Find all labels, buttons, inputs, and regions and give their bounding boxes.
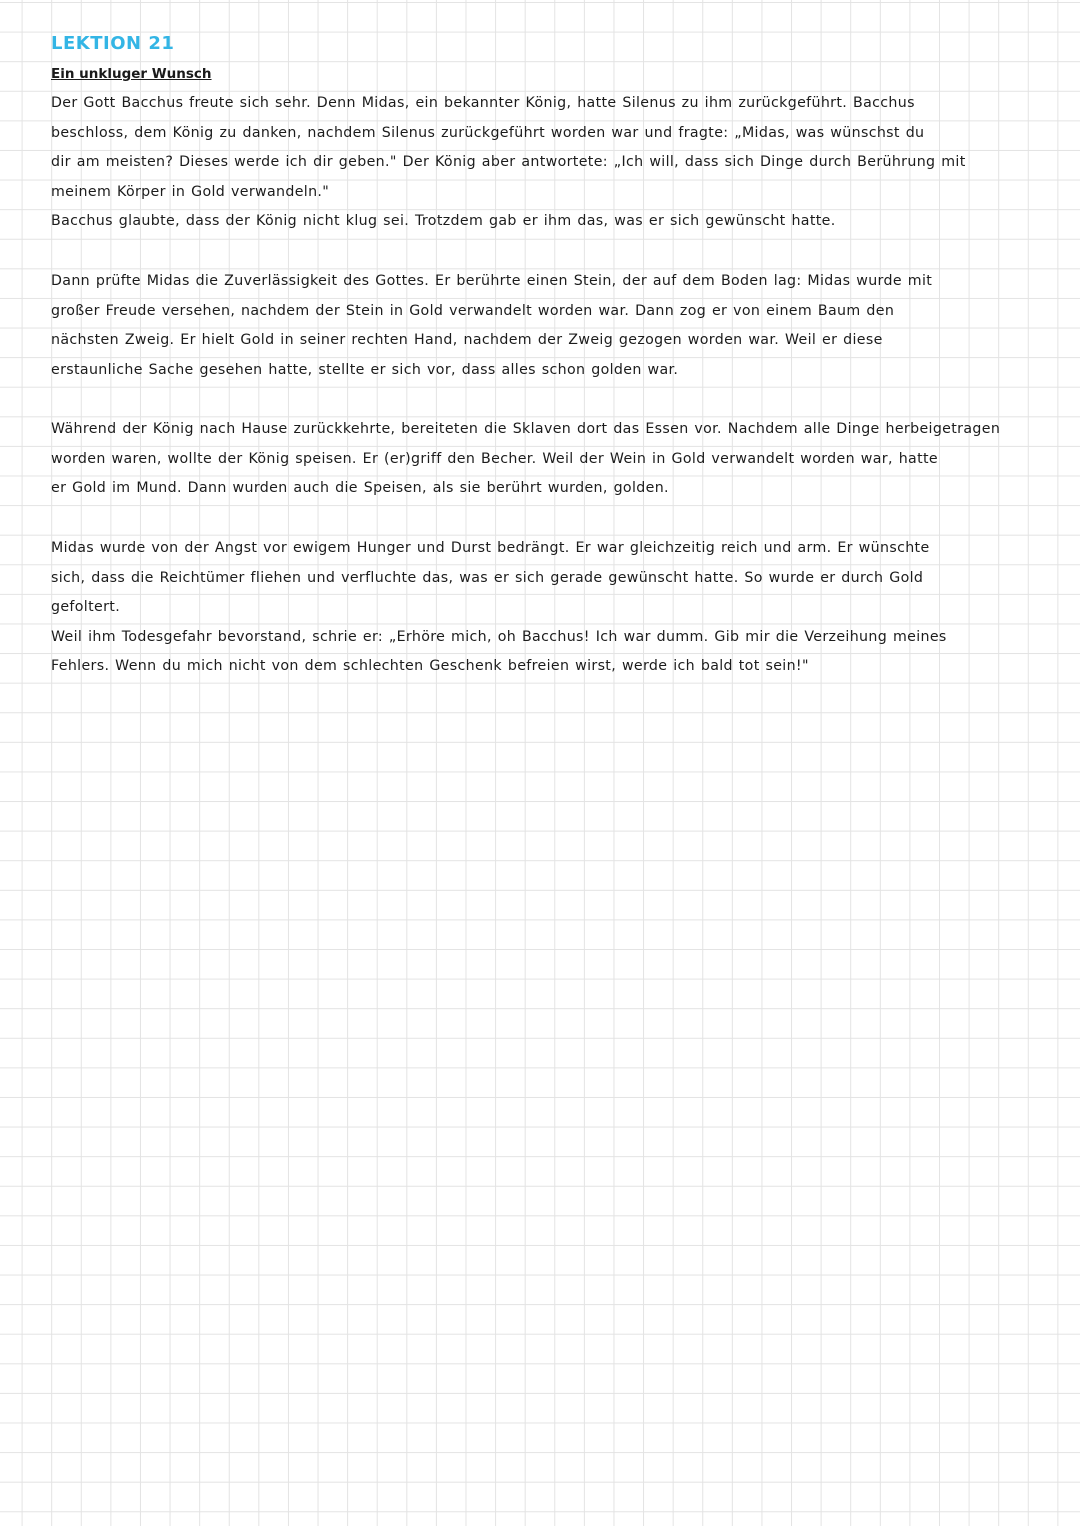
paragraph-3 — [51, 415, 1061, 504]
paragraph-2 — [51, 267, 1061, 385]
text-line: großer Freude versehen, nachdem der Stein in Gold verwandelt worden war. Dann zog er von einem Baum den — [51, 302, 895, 319]
text-line: Fehlers. Wenn du mich nicht von dem schlechten Geschenk befreien wirst, werde ich bald tot sein!" — [51, 658, 809, 675]
text-line: dir am meisten? Dieses werde ich dir geben." Der König aber antwortete: „Ich will, dass sich Dinge durch Berührung mit — [51, 154, 966, 171]
text-line: Bacchus glaubte, dass der König nicht klug sei. Trotzdem gab er ihm das, was er sich gewünscht hatte. — [51, 213, 836, 230]
paragraph-1 — [51, 89, 1061, 237]
text-line: meinem Körper in Gold verwandeln." — [51, 183, 330, 200]
text-line: gefoltert. — [51, 599, 121, 616]
lesson-subtitle: Ein unkluger Wunsch — [51, 66, 212, 82]
text-line: Midas wurde von der Angst vor ewigem Hunger und Durst bedrängt. Er war gleichzeitig reich und arm. Er wünschte — [51, 540, 930, 556]
lesson-title: LEKTION 21 — [51, 33, 175, 54]
paragraph-4 — [51, 534, 1061, 682]
text-line: erstaunliche Sache gesehen hatte, stellte er sich vor, dass alles schon golden war. — [51, 361, 679, 378]
text-line: er Gold im Mund. Dann wurden auch die Speisen, als sie berührt wurden, golden. — [51, 480, 669, 497]
text-line: Während der König nach Hause zurückkehrte, bereiteten die Sklaven dort das Essen vor. Nachdem alle Dinge herbeigetragen — [51, 421, 1001, 437]
text-line: Dann prüfte Midas die Zuverlässigkeit des Gottes. Er berührte einen Stein, der auf dem Boden lag: Midas wurde mit — [51, 273, 933, 289]
text-line: Der Gott Bacchus freute sich sehr. Denn Midas, ein bekannter König, hatte Silenus zu ihm zurückgeführt. Bacchus — [51, 95, 915, 111]
text-line: Weil ihm Todesgefahr bevorstand, schrie er: „Erhöre mich, oh Bacchus! Ich war dumm. Gib mir die Verzeihung meines — [51, 628, 947, 645]
text-line: nächsten Zweig. Er hielt Gold in seiner rechten Hand, nachdem der Zweig gezogen worden war. Weil er diese — [51, 332, 883, 349]
text-line: worden waren, wollte der König speisen. Er (er)griff den Becher. Weil der Wein in Gold verwandelt worden war, hatte — [51, 450, 938, 467]
text-line: sich, dass die Reichtümer fliehen und verfluchte das, was er sich gerade gewünscht hatte. So wurde er durch Gold — [51, 569, 924, 586]
text-line: beschloss, dem König zu danken, nachdem Silenus zurückgeführt worden war und fragte: „Midas, was wünschst du — [51, 124, 925, 141]
